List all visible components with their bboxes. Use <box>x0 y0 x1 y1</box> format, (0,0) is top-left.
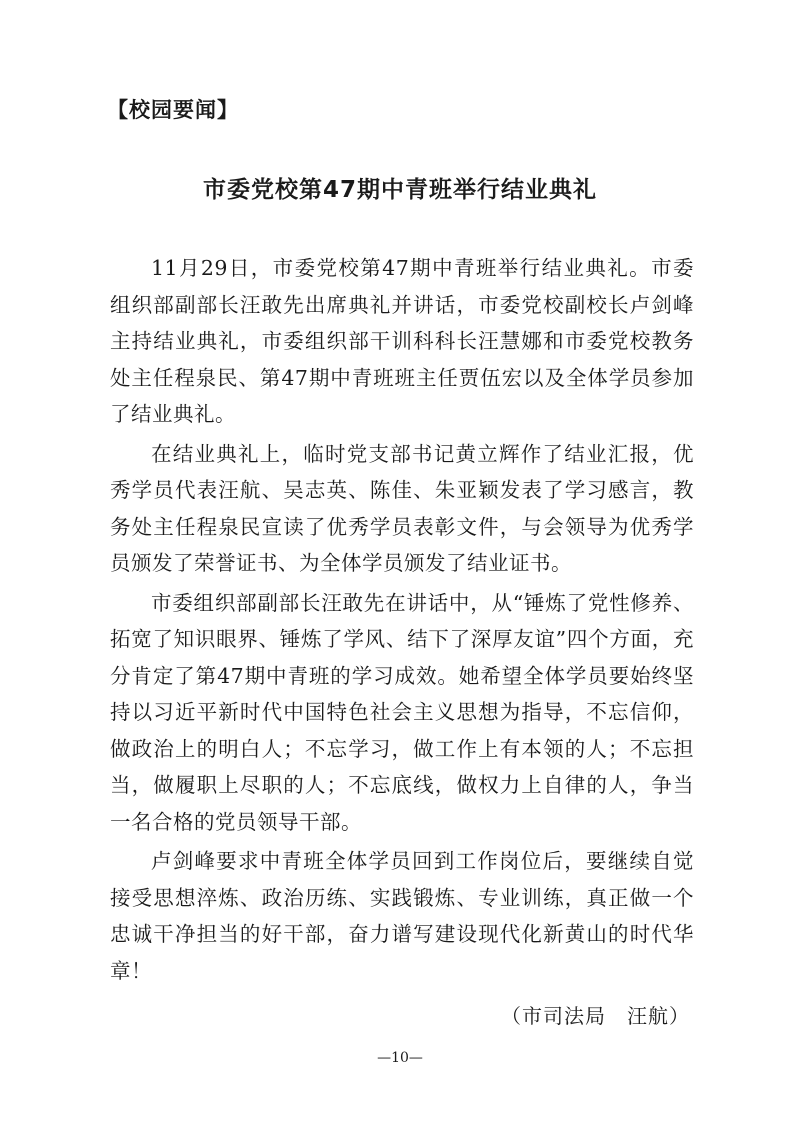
byline: （市司法局 汪航） <box>501 1004 690 1028</box>
article-title: 市委党校第47期中青班举行结业典礼 <box>202 177 597 203</box>
section-tag: 【校园要闻】 <box>107 98 239 122</box>
paragraph: 在结业典礼上，临时党支部书记黄立辉作了结业汇报，优秀学员代表汪航、吴志英、陈佳、朱亚颖发表了学习感言，教务处主任程泉民宣读了优秀学员表彰文件，与会领导为优秀学员颁发了荣誉证书、为全体学员颁发了结业证书。 <box>110 441 694 575</box>
paragraph: 11月29日，市委党校第47期中青班举行结业典礼。市委组织部副部长汪敢先出席典礼并讲话，市委党校副校长卢剑峰主持结业典礼，市委组织部干训科科长汪慧娜和市委党校教务处主任程泉民、第47期中青班班主任贾伍宏以及全体学员参加了结业典礼。 <box>110 256 694 426</box>
page-number: —10— <box>377 1050 423 1066</box>
article-body <box>110 250 694 992</box>
paragraph: 市委组织部副部长汪敢先在讲话中，从“锤炼了党性修养、拓宽了知识眼界、锤炼了学风、结下了深厚友谊”四个方面，充分肯定了第47期中青班的学习成效。她希望全体学员要始终坚持以习近平新时代中国特色社会主义思想为指导，不忘信仰，做政治上的明白人；不忘学习，做工作上有本领的人；不忘担当，做履职上尽职的人；不忘底线，做权力上自律的人，争当一名合格的党员领导干部。 <box>110 590 694 834</box>
paragraph: 卢剑峰要求中青班全体学员回到工作岗位后，要继续自觉接受思想淬炼、政治历练、实践锻炼、专业训练，真正做一个忠诚干净担当的好干部，奋力谱写建设现代化新黄山的时代华章！ <box>110 849 694 983</box>
